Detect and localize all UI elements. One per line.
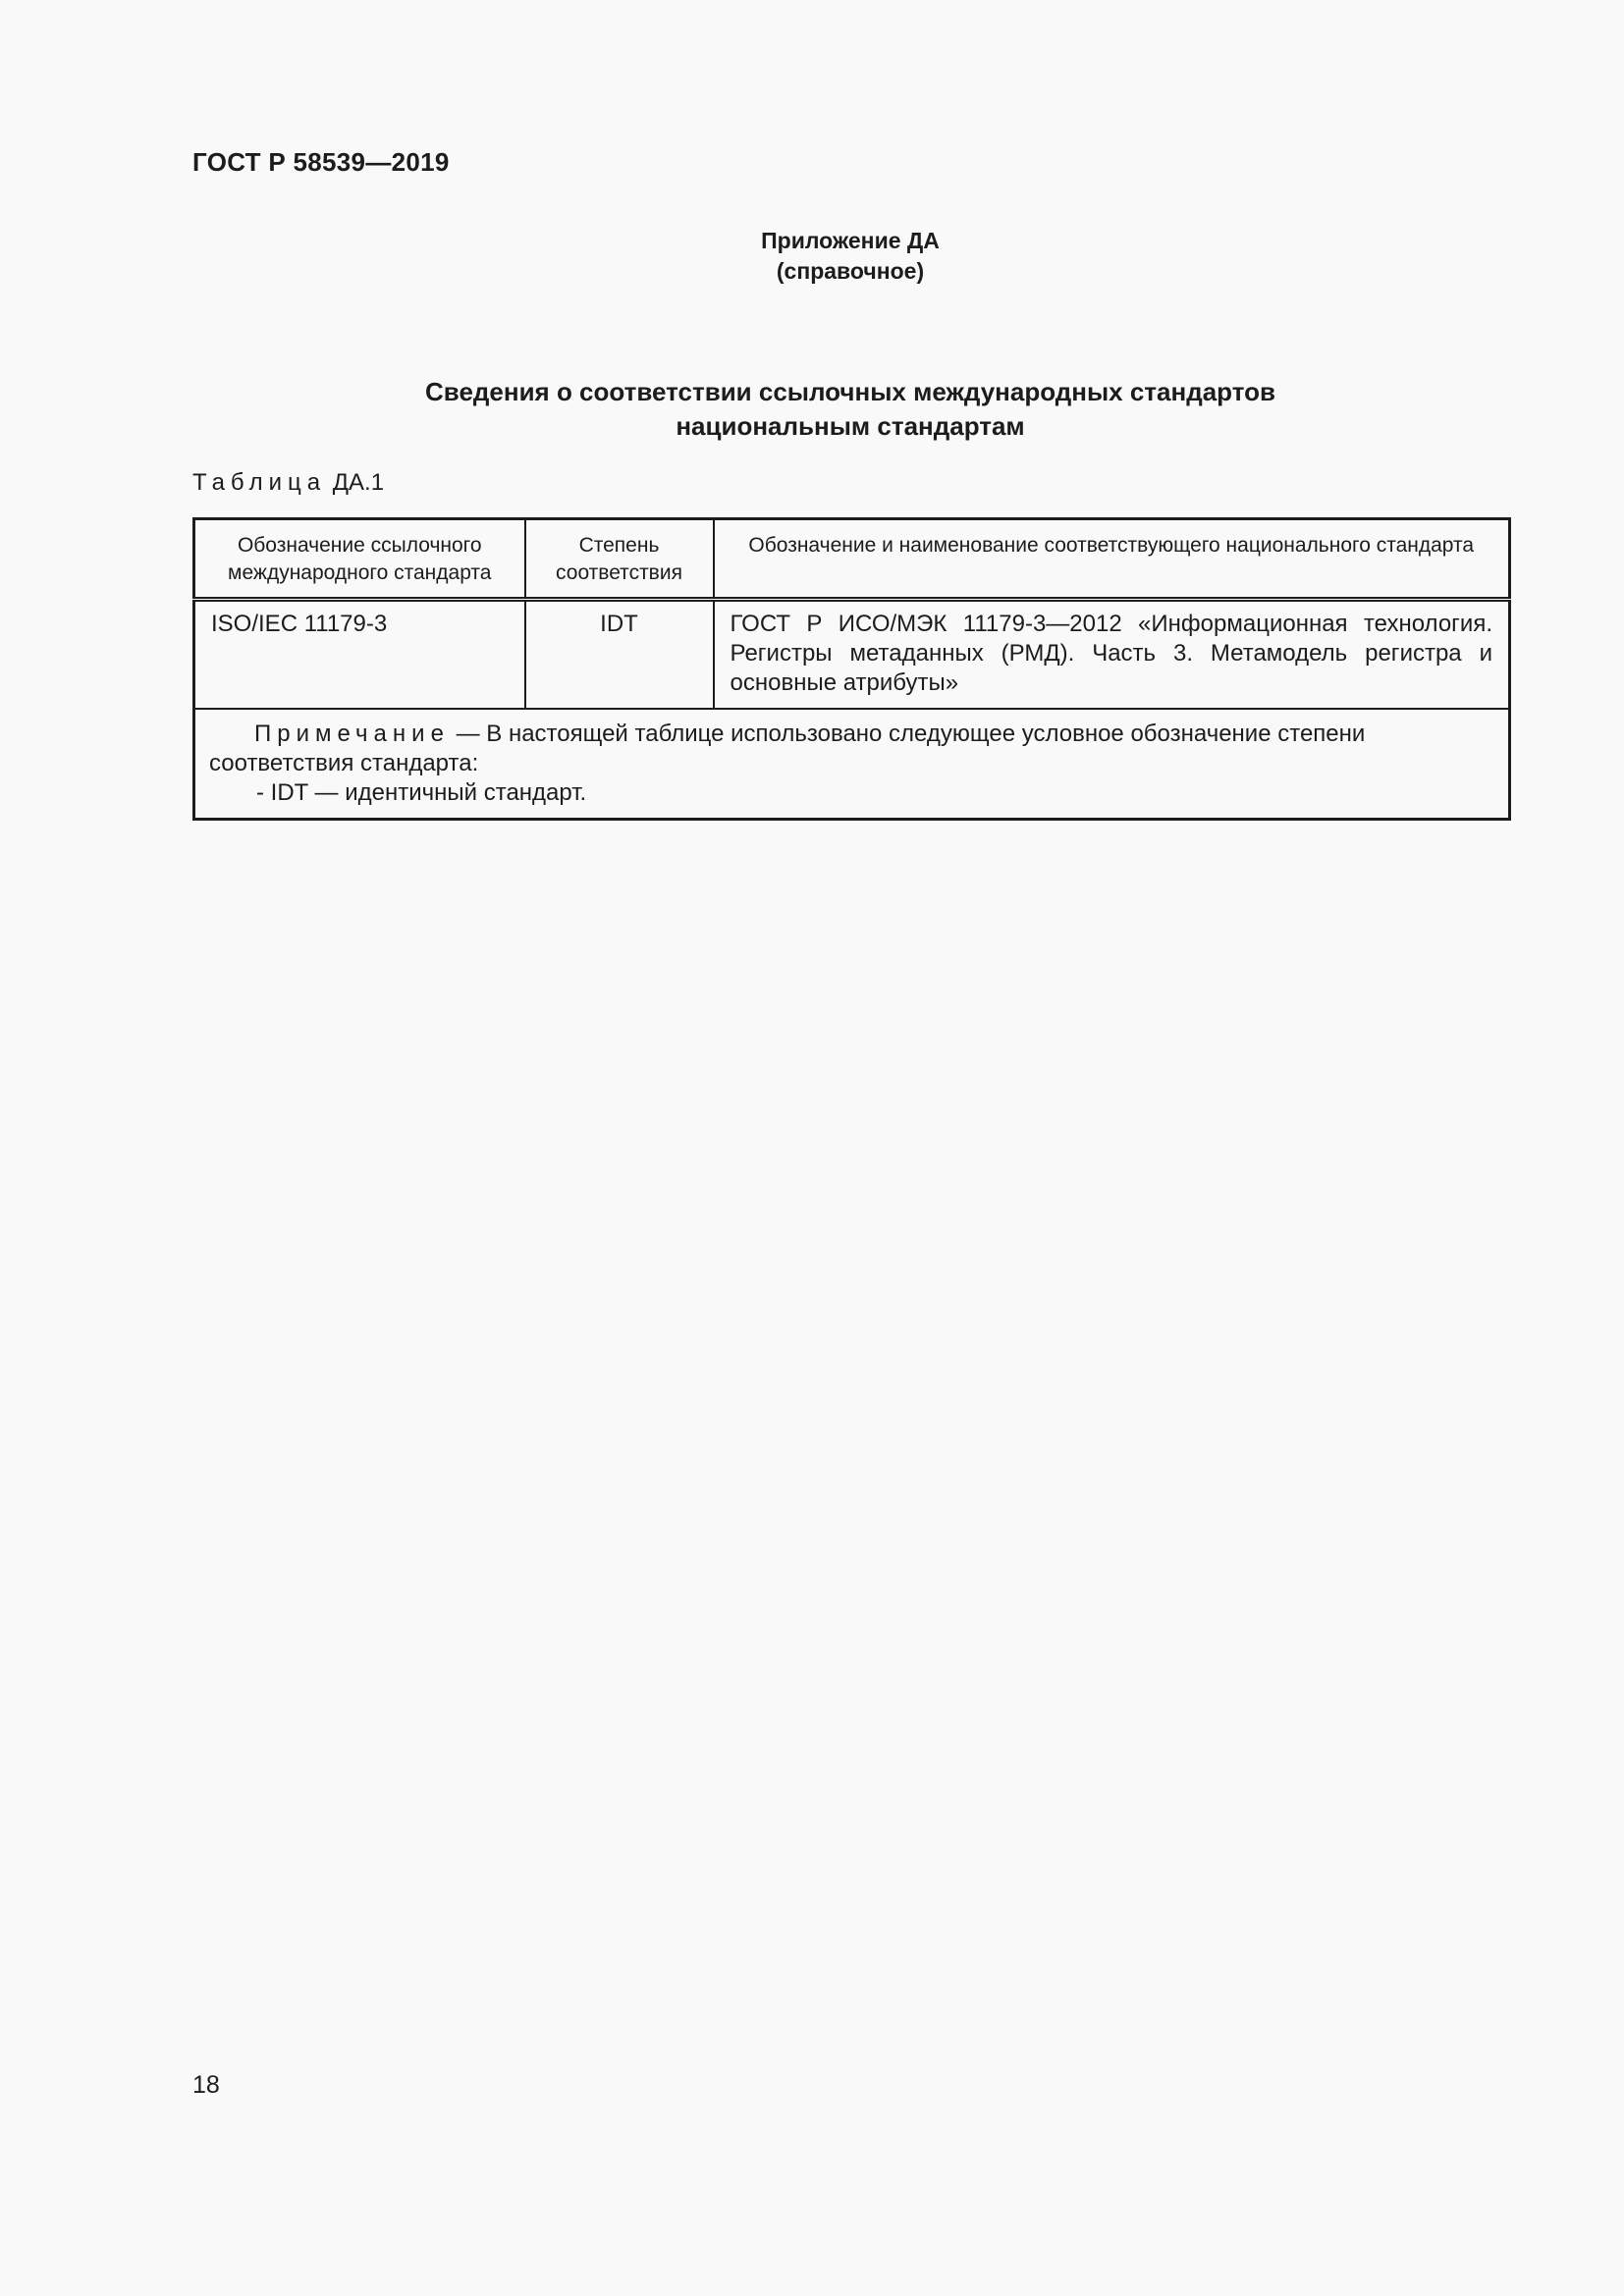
appendix-subtitle: (справочное) bbox=[776, 258, 925, 284]
standards-correspondence-table bbox=[192, 517, 1511, 821]
table-row bbox=[194, 600, 1510, 710]
note-label: Примечание bbox=[254, 721, 450, 747]
cell-degree-of-conformity: IDT bbox=[525, 600, 714, 710]
note-list-item: - IDT — идентичный стандарт. bbox=[256, 779, 587, 806]
table-caption bbox=[192, 469, 384, 497]
section-title-line-2: национальным стандартам bbox=[676, 411, 1025, 441]
table-caption-number: ДА.1 bbox=[332, 469, 385, 496]
note-body: — В настоящей таблице использовано следующее условное обозначение степени соответствия стандарта: bbox=[209, 721, 1366, 776]
table-header-row bbox=[194, 519, 1510, 600]
header-degree-of-conformity: Степень соответствия bbox=[525, 519, 714, 600]
cell-international-standard: ISO/IEC 11179-3 bbox=[194, 600, 525, 710]
appendix-heading bbox=[0, 226, 1624, 287]
table-caption-word: Таблица bbox=[192, 469, 327, 496]
header-national-standard: Обозначение и наименование соответствующего национального стандарта bbox=[714, 519, 1510, 600]
page-number: 18 bbox=[192, 2071, 220, 2099]
header-international-standard: Обозначение ссылочного международного стандарта bbox=[194, 519, 525, 600]
cell-national-standard: ГОСТ Р ИСО/МЭК 11179-3—2012 «Информационная технология. Регистры метаданных (РМД). Часть 3. Метамодель регистра и основные атрибуты» bbox=[714, 600, 1510, 710]
table-note bbox=[194, 709, 1510, 820]
note-text bbox=[209, 720, 1494, 778]
section-title-line-1: Сведения о соответствии ссылочных международных стандартов bbox=[425, 377, 1275, 406]
table-note-row bbox=[194, 709, 1510, 820]
section-title bbox=[359, 375, 1341, 444]
document-code: ГОСТ Р 58539—2019 bbox=[192, 147, 450, 177]
appendix-title: Приложение ДА bbox=[761, 228, 940, 253]
